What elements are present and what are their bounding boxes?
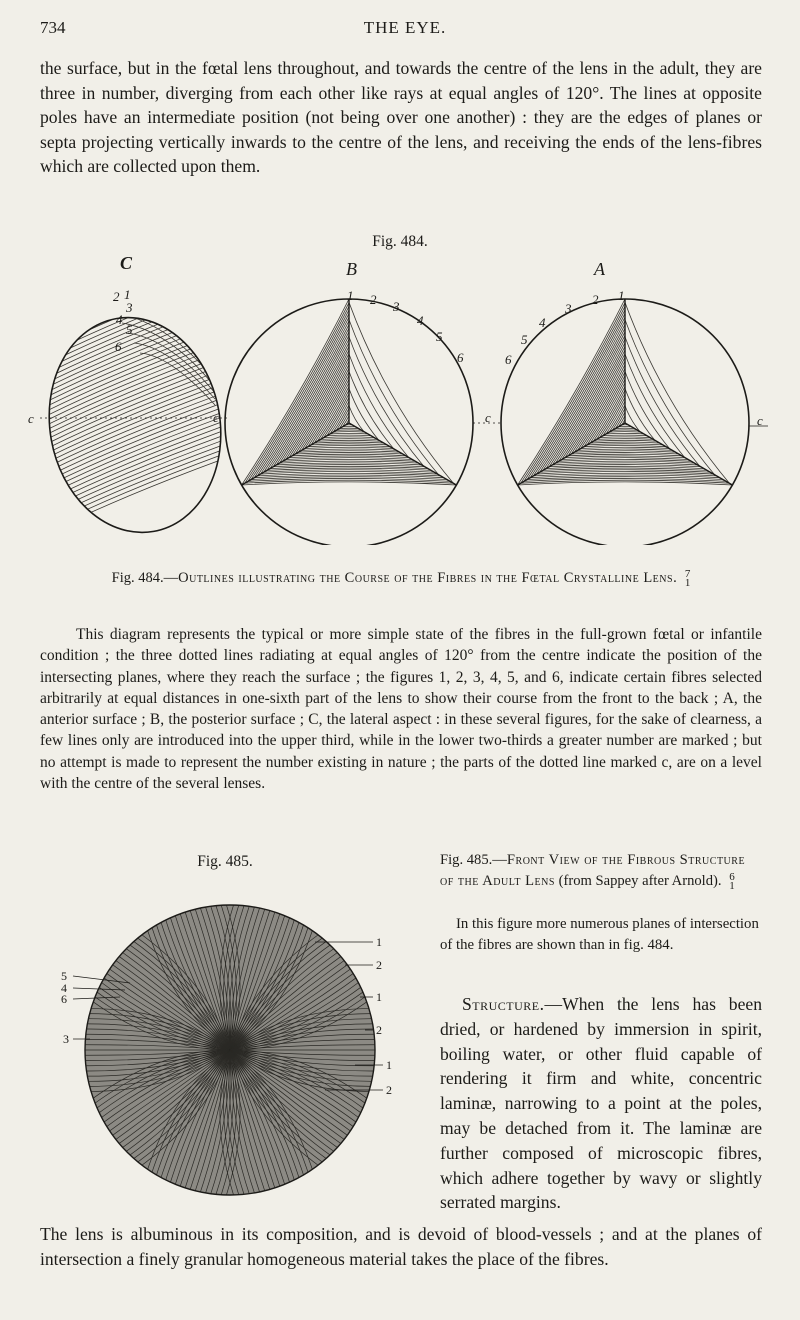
- structure-paragraph: [440, 992, 762, 1215]
- fig484-scale: [684, 567, 691, 589]
- page-number: 734: [40, 18, 66, 37]
- fig485-illustration: [45, 885, 415, 1215]
- c-num-6: 6: [115, 339, 122, 354]
- anterior-view-a: [501, 299, 749, 545]
- a-num-1: 1: [618, 288, 625, 303]
- a-num-6: 6: [505, 352, 512, 367]
- f485-left-label: 3: [63, 1032, 69, 1046]
- b-num-2: 2: [370, 292, 377, 307]
- fig484-caption-title: Outlines illustrating the Course of the Fibres in the Fœtal Crystalline Lens.: [178, 570, 678, 586]
- c-mark-mid-left: c: [213, 410, 219, 425]
- b-num-4: 4: [417, 313, 424, 328]
- f485-right-label: 2: [376, 958, 382, 972]
- fig485-label: Fig. 485.: [197, 853, 253, 870]
- c-num-1: 1: [124, 287, 131, 302]
- c-mark-mid-right: c: [485, 410, 491, 425]
- fig485-caption-title: Front View of the Fibrous Structure of the Adult Lens: [440, 852, 746, 889]
- f485-right-label: 1: [386, 1058, 392, 1072]
- fig484-label: Fig. 484.: [372, 233, 428, 250]
- fig485-note: In this figure more numerous planes of intersection of the fibres are shown than in fig. 484.: [440, 916, 759, 953]
- fig485-caption: [440, 850, 762, 892]
- f485-right-label: 1: [376, 935, 382, 949]
- lateral-view-c: [33, 255, 238, 545]
- b-num-1: 1: [347, 288, 354, 303]
- a-num-5: 5: [521, 332, 528, 347]
- closing-paragraph: The lens is albuminous in its composition, and is devoid of blood-vessels ; and at the planes of intersection a finely granular homogeneous material takes the place of the fibres.: [40, 1224, 762, 1269]
- f485-right-label: 2: [386, 1083, 392, 1097]
- c-num-5: 5: [126, 322, 133, 337]
- fig485-scale: [729, 870, 735, 892]
- fig485-caption-source: (from Sappey after Arnold).: [558, 873, 722, 889]
- f485-left-label: 5: [61, 969, 67, 983]
- fig484-scale-num: 7: [684, 567, 691, 580]
- a-num-2: 2: [592, 292, 599, 307]
- b-num-3: 3: [393, 299, 400, 314]
- c-num-3: 3: [126, 300, 133, 315]
- c-num-2: 2: [113, 289, 120, 304]
- fig485-scale-den: 1: [729, 879, 735, 892]
- f485-left-label: 6: [61, 992, 67, 1006]
- b-num-6: 6: [457, 350, 464, 365]
- c-mark-left: c: [28, 411, 34, 426]
- view-letter-b: B: [346, 259, 357, 279]
- fig485-scale-num: 6: [729, 870, 735, 883]
- fig485-caption-prefix: Fig. 485.—: [440, 852, 507, 868]
- intro-paragraph: the surface, but in the fœtal lens throughout, and towards the centre of the lens in the adult, they are three in number, diverging from each other like rays at equal angles of 120°. The lines at opposite poles have an intermediate position (not being over one another) : they are the edges of planes or septa projecting vertically inwards to the centre of the lens, and receiving the ends of the lens-fibres which are collected upon them.: [40, 58, 762, 177]
- fig484-caption: [40, 568, 762, 589]
- c-mark-right: c: [757, 413, 763, 428]
- fig484-description: This diagram represents the typical or more simple state of the fibres in the full-grown fœtal or infantile condition ; the three dotted lines radiating at equal angles of 120° from the centre indicate the position of the intersecting planes, where they reach the surface ; the figures 1, 2, 3, 4, 5, and 6, indicate certain fibres selected arbitrarily at equal distances in one-sixth part of the lens to show their course from the front to the back ; A, the anterior surface ; B, the posterior surface ; C, the lateral aspect : in these several figures, for the sake of clearness, a few lines only are introduced into the upper third, while in the lower two-thirds a greater number are marked ; but no attempt is made to represent the number existing in nature ; the parts of the dotted line marked c, are on a level with the centre of the several lenses.: [40, 626, 762, 793]
- structure-text: —When the lens has been dried, or hardened by immersion in spirit, boiling water, or other fluid capable of rendering it firm and white, concentric laminæ, narrowing to a point at the poles, may be detached from it. The laminæ are further composed of microscopic fibres, which adhere together by wavy or slightly serrated margins.: [440, 994, 762, 1213]
- a-num-4: 4: [539, 315, 546, 330]
- f485-right-label: 1: [376, 990, 382, 1004]
- f485-right-label: 2: [376, 1023, 382, 1037]
- fig484-caption-prefix: Fig. 484.—: [111, 570, 179, 586]
- running-header: [40, 18, 770, 42]
- view-letter-c: C: [120, 255, 133, 273]
- f485-left-label: 4: [61, 981, 67, 995]
- fig484-scale-den: 1: [684, 576, 691, 589]
- running-title: THE EYE.: [363, 18, 447, 37]
- b-num-5: 5: [436, 329, 443, 344]
- c-num-4: 4: [116, 312, 123, 327]
- a-num-3: 3: [565, 301, 572, 316]
- structure-heading: Structure.: [462, 994, 545, 1014]
- fig484-illustration: [0, 255, 800, 545]
- view-letter-a: A: [594, 259, 605, 279]
